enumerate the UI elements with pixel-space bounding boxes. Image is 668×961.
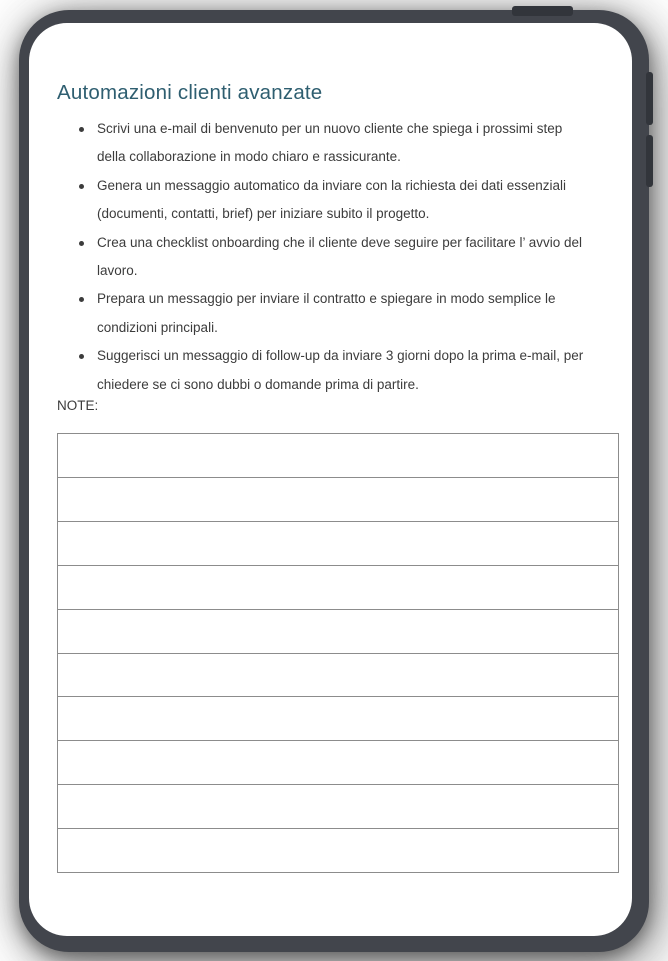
note-row[interactable]: [58, 741, 618, 785]
note-row[interactable]: [58, 478, 618, 522]
page-title: Automazioni clienti avanzate: [57, 81, 323, 104]
note-row[interactable]: [58, 434, 618, 478]
volume-up-button[interactable]: [646, 72, 653, 125]
document-page: [29, 23, 632, 936]
note-row[interactable]: [58, 785, 618, 829]
note-row[interactable]: [58, 697, 618, 741]
note-row[interactable]: [58, 610, 618, 654]
notes-table: [57, 433, 619, 873]
bullet-item: Suggerisci un messaggio di follow-up da inviare 3 giorni dopo la prima e-mail, per chiedere se ci sono dubbi o domande prima di partire.: [57, 342, 591, 399]
note-row[interactable]: [58, 829, 618, 872]
bullet-list: [57, 115, 591, 399]
note-row[interactable]: [58, 522, 618, 566]
bullet-item: Crea una checklist onboarding che il cliente deve seguire per facilitare l’ avvio del lavoro.: [57, 229, 591, 286]
tablet-screen: [29, 23, 632, 936]
bullet-item: Prepara un messaggio per inviare il contratto e spiegare in modo semplice le condizioni principali.: [57, 285, 591, 342]
bullet-item: Scrivi una e-mail di benvenuto per un nuovo cliente che spiega i prossimi step della collaborazione in modo chiaro e rassicurante.: [57, 115, 591, 172]
power-button[interactable]: [512, 6, 573, 16]
bullet-item: Genera un messaggio automatico da inviare con la richiesta dei dati essenziali (documenti, contatti, brief) per iniziare subito il progetto.: [57, 172, 591, 229]
tablet-device: [19, 10, 649, 952]
note-row[interactable]: [58, 654, 618, 698]
note-row[interactable]: [58, 566, 618, 610]
notes-label: NOTE:: [57, 398, 99, 413]
volume-down-button[interactable]: [646, 135, 653, 187]
